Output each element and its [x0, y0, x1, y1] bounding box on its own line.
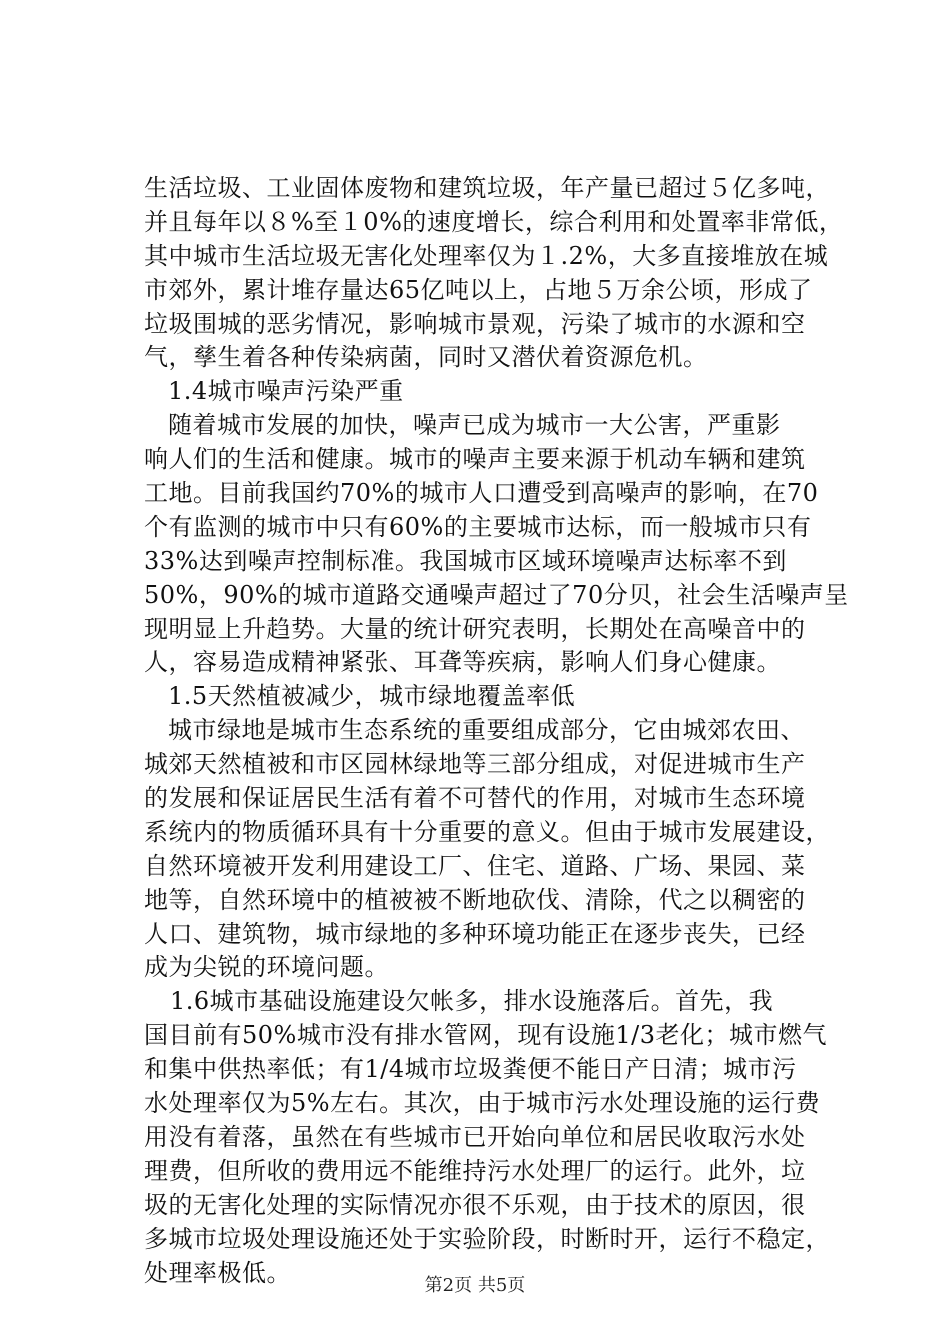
text-line: 垃圾围城的恶劣情况，影响城市景观，污染了城市的水源和空 [144, 309, 806, 338]
text-line: 其中城市生活垃圾无害化处理率仅为１.2%，大多直接堆放在城 [144, 241, 829, 270]
text-line: 系统内的物质循环具有十分重要的意义。但由于城市发展建设， [144, 817, 830, 846]
text-line: 人，容易造成精神紧张、耳聋等疾病，影响人们身心健康。 [144, 648, 781, 677]
text-line: 城市绿地是城市生态系统的重要组成部分，它由城郊农田、 [168, 716, 805, 745]
text-line: 个有监测的城市中只有60%的主要城市达标，而一般城市只有 [144, 512, 812, 541]
text-line: 市郊外，累计堆存量达65亿吨以上，占地５万余公顷，形成了 [144, 275, 813, 304]
text-line: 自然环境被开发利用建设工厂、住宅、道路、广场、果园、菜 [144, 851, 806, 880]
section-heading: 1.4城市噪声污染严重 [168, 377, 404, 406]
text-line: 并且每年以８%至１0%的速度增长，综合利用和处置率非常低， [144, 207, 844, 236]
text-line: 工地。目前我国约70%的城市人口遭受到高噪声的影响，在70 [144, 479, 819, 508]
text-line: 成为尖锐的环境问题。 [144, 953, 389, 982]
text-line: 水处理率仅为5%左右。其次，由于城市污水处理设施的运行费 [144, 1089, 821, 1118]
text-line: 50%，90%的城市道路交通噪声超过了70分贝，社会生活噪声呈 [144, 580, 849, 609]
text-line: 处理率极低。 [144, 1258, 291, 1287]
text-line: 圾的无害化处理的实际情况亦很不乐观，由于技术的原因，很 [144, 1190, 806, 1219]
text-line: 城郊天然植被和市区园林绿地等三部分组成，对促进城市生产 [144, 750, 806, 779]
text-line: 用没有着落，虽然在有些城市已开始向单位和居民收取污水处 [144, 1122, 806, 1151]
text-line: 响人们的生活和健康。城市的噪声主要来源于机动车辆和建筑 [144, 445, 806, 474]
text-line: 随着城市发展的加快，噪声已成为城市一大公害，严重影 [168, 411, 781, 440]
page-footer: 第2页 共5页 [424, 1275, 526, 1296]
document-body [144, 172, 856, 1290]
text-line: 现明显上升趋势。大量的统计研究表明，长期处在高噪音中的 [144, 614, 806, 643]
text-line: 国目前有50%城市没有排水管网，现有设施1/3老化；城市燃气 [144, 1021, 827, 1050]
text-line: 33%达到噪声控制标准。我国城市区域环境噪声达标率不到 [144, 546, 787, 575]
text-line: 的发展和保证居民生活有着不可替代的作用，对城市生态环境 [144, 784, 806, 813]
text-line: 人口、建筑物，城市绿地的多种环境功能正在逐步丧失，已经 [144, 919, 806, 948]
text-line: 和集中供热率低；有1/4城市垃圾粪便不能日产日清；城市污 [144, 1055, 797, 1084]
text-line: 气，孳生着各种传染病菌，同时又潜伏着资源危机。 [144, 343, 708, 372]
text-line: 多城市垃圾处理设施还处于实验阶段，时断时开，运行不稳定， [144, 1224, 830, 1253]
text-line: 地等，自然环境中的植被被不断地砍伐、清除，代之以稠密的 [144, 885, 806, 914]
section-heading: 1.5天然植被减少，城市绿地覆盖率低 [168, 682, 576, 711]
text-line: 理费，但所收的费用远不能维持污水处理厂的运行。此外，垃 [144, 1156, 806, 1185]
text-line: 生活垃圾、工业固体废物和建筑垃圾，年产量已超过５亿多吨， [144, 174, 830, 202]
section-heading: 1.6城市基础设施建设欠帐多，排水设施落后。首先，我 [170, 987, 774, 1016]
